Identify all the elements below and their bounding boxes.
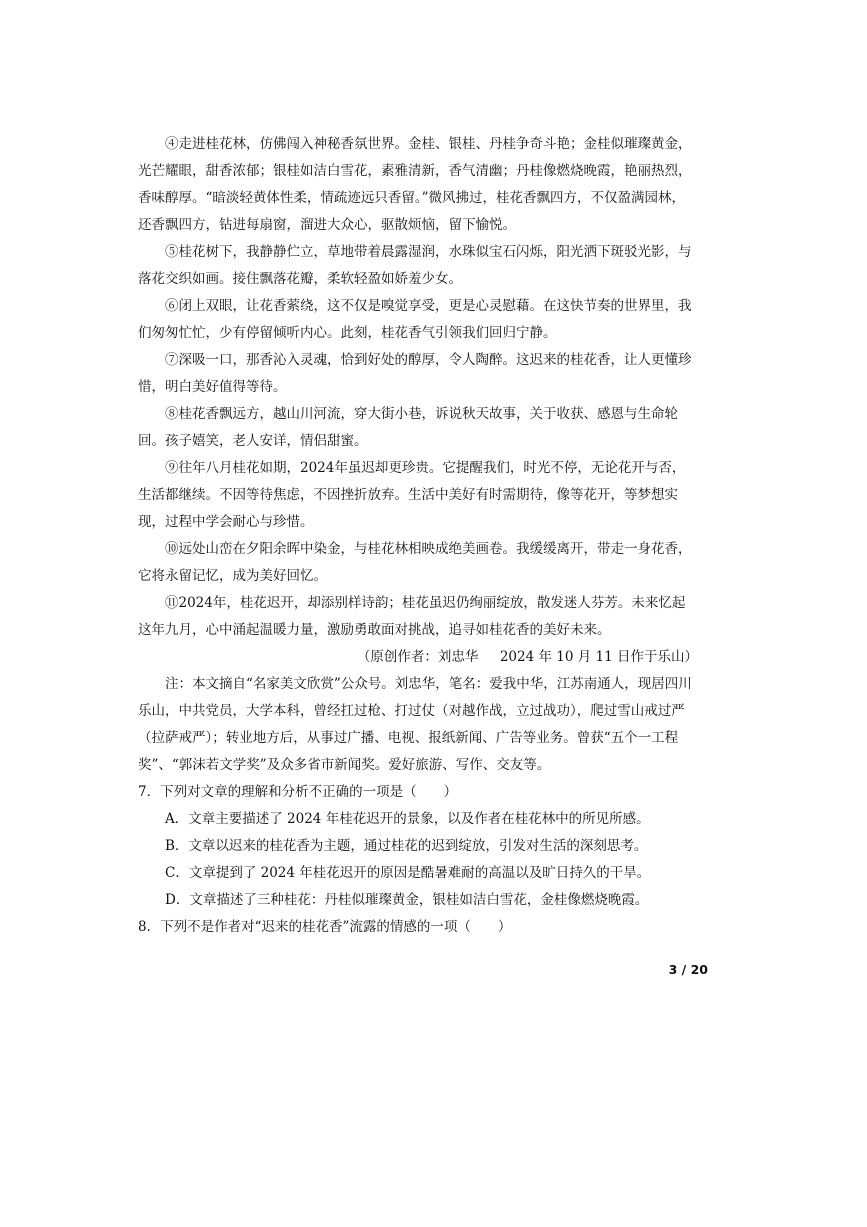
question-7-option-d: D．文章描述了三种桂花：丹桂似璀璨黄金，银桂如洁白雪花，金桂像燃烧晚霞。	[165, 892, 649, 908]
author-note: 注：本文摘自“名家美文欣赏”公众号。刘忠华，笔名：爱我中华，江苏南通人，现居四川乐山，中共党员，大学本科，曾经扛过枪、打过仗（对越作战，立过战功），爬过雪山戒过严（拉萨戒严）；转业地方后，从事过广播、电视、报纸新闻、广告等业务。曾获“五个一工程奖”、“郭沫若文学奖”及众多省市新闻奖。爱好旅游、写作、交友等。	[138, 676, 692, 773]
paragraph-4: ④走进桂花林，仿佛闯入神秘香氛世界。金桂、银桂、丹桂争奇斗艳；金桂似璀璨黄金，光芒耀眼，甜香浓郁；银桂如洁白雪花，素雅清新，香气清幽；丹桂像燃烧晚霞，艳丽热烈，香味醇厚。“暗淡轻黄体性柔，情疏迹远只香留。”微风拂过，桂花香飘四方，不仅盈满园林，还香飘四方，钻进每扇窗，溜进大众心，驱散烦恼，留下愉悦。	[138, 136, 692, 233]
question-8-stem: 8．下列不是作者对“迟来的桂花香”流露的情感的一项（ ）	[138, 919, 512, 935]
paragraph-10: ⑩远处山峦在夕阳余晖中染金，与桂花林相映成绝美画卷。我缓缓离开，带走一身花香，它将永留记忆，成为美好回忆。	[138, 541, 692, 584]
question-7-option-a: A．文章主要描述了 2024 年桂花迟开的景象，以及作者在桂花林中的所见所感。	[165, 811, 650, 827]
question-7-option-b: B．文章以迟来的桂花香为主题，通过桂花的迟到绽放，引发对生活的深刻思考。	[165, 838, 648, 854]
paragraph-5: ⑤桂花树下，我静静伫立，草地带着晨露湿润，水珠似宝石闪烁，阳光洒下斑驳光影，与落花交织如画。接住飘落花瓣，柔软轻盈如娇羞少女。	[138, 244, 692, 287]
paragraph-8: ⑧桂花香飘远方，越山川河流，穿大街小巷，诉说秋天故事，关于收获、感恩与生命轮回。孩子嬉笑，老人安详，情侣甜蜜。	[138, 406, 678, 449]
paragraph-11: ⑪2024年，桂花迟开，却添别样诗韵；桂花虽迟仍绚丽绽放，散发迷人芬芳。未来忆起这年九月，心中涌起温暖力量，激励勇敢面对挑战，追寻如桂花香的美好未来。	[138, 595, 686, 638]
page-content	[138, 131, 698, 941]
question-7-option-c: C．文章提到了 2024 年桂花迟开的原因是酷暑难耐的高温以及旷日持久的干旱。	[165, 865, 651, 881]
attribution: （原创作者：刘忠华 2024 年 10 月 11 日作于乐山）	[356, 649, 698, 665]
paragraph-7: ⑦深吸一口，那香沁入灵魂，恰到好处的醇厚，令人陶醉。这迟来的桂花香，让人更懂珍惜，明白美好值得等待。	[138, 352, 692, 395]
paragraph-6: ⑥闭上双眼，让花香萦绕，这不仅是嗅觉享受，更是心灵慰藉。在这快节奏的世界里，我们匆匆忙忙，少有停留倾听内心。此刻，桂花香气引领我们回归宁静。	[138, 298, 692, 341]
page-number: 3 / 20	[668, 962, 708, 977]
paragraph-9: ⑨往年八月桂花如期，2024年虽迟却更珍贵。它提醒我们，时光不停，无论花开与否，生活都继续。不因等待焦虑，不因挫折放弃。生活中美好有时需期待，像等花开，等梦想实现，过程中学会耐心与珍惜。	[138, 460, 686, 530]
question-7-stem: 7．下列对文章的理解和分析不正确的一项是（ ）	[138, 784, 458, 800]
